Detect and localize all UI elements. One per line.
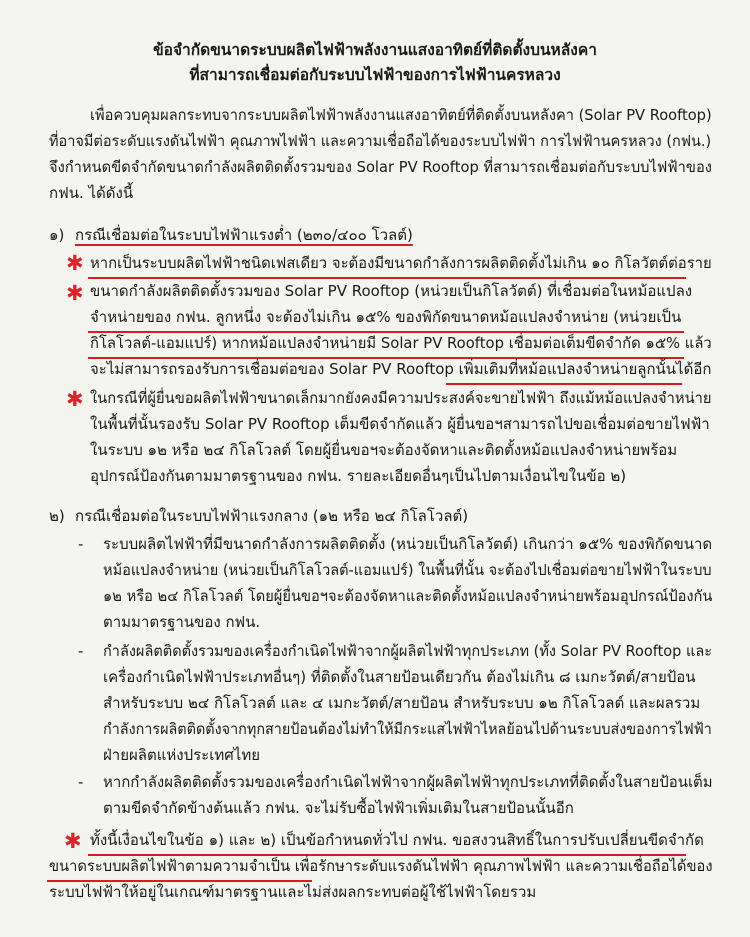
section-2-item-2-line: ฝ่ายผลิตแห่งประเทศไทย	[103, 746, 260, 764]
section-2-item-3-line: หากกำลังผลิตติดตั้งรวมของเครื่องกำเนิดไฟฟ้าจากผู้ผลิตไฟฟ้าทุกประเภทที่ติดตั้งในสายป้อนเต็ม	[103, 773, 713, 791]
red-asterisk-icon: ✱	[66, 281, 84, 305]
section-2-item-1-line: ตามมาตรฐานของ กฟน.	[103, 613, 261, 631]
intro-line: ที่อาจมีต่อระดับแรงดันไฟฟ้า คุณภาพไฟฟ้า และความเชื่อถือได้ของระบบไฟฟ้า การไฟฟ้านครหลวง (กฟน.)	[49, 132, 712, 150]
red-underline	[446, 383, 682, 385]
note-line: ระบบไฟฟ้าให้อยู่ในเกณฑ์มาตรฐานและไม่ส่งผลกระทบต่อผู้ใช้ไฟฟ้าโดยรวม	[49, 883, 537, 901]
section-2-item-3-line: ตามขีดจำกัดข้างต้นแล้ว กฟน. จะไม่รับซื้อไฟฟ้าเพิ่มเติมในสายป้อนนั้นอีก	[103, 799, 574, 817]
document-title-line-2: ที่สามารถเชื่อมต่อกับระบบไฟฟ้าของการไฟฟ้านครหลวง	[189, 66, 561, 84]
dash-bullet: -	[78, 773, 84, 791]
section-1-bullet-2-line: จำหน่ายของ กฟน. ลูกหนึ่ง จะต้องไม่เกิน ๑๕% ของพิกัดขนาดหม้อแปลงจำหน่าย (หน่วยเป็น	[90, 308, 682, 326]
section-2-heading: กรณีเชื่อมต่อในระบบไฟฟ้าแรงกลาง (๑๒ หรือ ๒๔ กิโลโวลต์)	[75, 507, 469, 525]
dash-bullet: -	[78, 535, 84, 553]
document-title-line-1: ข้อจำกัดขนาดระบบผลิตไฟฟ้าพลังงานแสงอาทิตย์ที่ติดตั้งบนหลังคา	[153, 41, 597, 59]
note-line: ขนาดระบบผลิตไฟฟ้าตามความจำเป็น เพื่อรักษาระดับแรงดันไฟฟ้า คุณภาพไฟฟ้า และความเชื่อถือได้ของ	[49, 857, 713, 875]
section-1-bullet-2-line: ขนาดกำลังผลิตติดตั้งรวมของ Solar PV Rooftop (หน่วยเป็นกิโลวัตต์) ที่เชื่อมต่อในหม้อแปลง	[90, 282, 693, 300]
red-underline	[88, 277, 686, 279]
note-line: ทั้งนี้เงื่อนไขในข้อ ๑) และ ๒) เป็นข้อกำหนดทั่วไป กฟน. ขอสงวนสิทธิ์ในการปรับเปลี่ยนขีดจำกัด	[90, 831, 704, 849]
section-2-item-2-line: กำลังการผลิตติดตั้งจากทุกสายป้อนต้องไม่ทำให้มีกระแสไฟฟ้าไหลย้อนไปด้านระบบส่งของการไฟฟ้า	[103, 720, 712, 738]
section-1-bullet-1: หากเป็นระบบผลิตไฟฟ้าชนิดเฟสเดียว จะต้องมีขนาดกำลังการผลิตติดตั้งไม่เกิน ๑๐ กิโลวัตต์ต่อราย	[90, 254, 712, 272]
section-1-bullet-3-line: อุปกรณ์ป้องกันตามมาตรฐานของ กฟน. รายละเอียดอื่นๆเป็นไปตามเงื่อนไขในข้อ ๒)	[90, 467, 627, 485]
section-1-bullet-3-line: ในกรณีที่ผู้ยื่นขอผลิตไฟฟ้าขนาดเล็กมากยังคงมีความประสงค์จะขายไฟฟ้า ถึงแม้หม้อแปลงจำหน่าย	[90, 389, 712, 407]
section-1-bullet-3-line: ในพื้นที่นั้นรองรับ Solar PV Rooftop เต็มขีดจำกัดแล้ว ผู้ยื่นขอฯสามารถไปขอเชื่อมต่อขายไฟฟ้า	[90, 415, 710, 433]
intro-line: จึงกำหนดขีดจำกัดขนาดกำลังผลิตติดตั้งรวมของ Solar PV Rooftop ที่สามารถเชื่อมต่อกับระบบไฟฟ้าของ	[49, 158, 712, 176]
dash-bullet: -	[78, 642, 84, 660]
intro-line: กฟน. ได้ดังนี้	[49, 184, 134, 202]
section-2-item-2-line: เครื่องกำเนิดไฟฟ้าประเภทอื่นๆ) ที่ติดตั้งในสายป้อนเดียวกัน ต้องไม่เกิน ๘ เมกะวัตต์/สายป้อน	[103, 668, 696, 686]
red-asterisk-icon: ✱	[64, 829, 82, 853]
section-1-bullet-2-line: กิโลโวลต์-แอมแปร์) หากหม้อแปลงจำหน่ายมี Solar PV Rooftop เชื่อมต่อเต็มขีดจำกัด ๑๕% แล้ว	[90, 334, 712, 352]
intro-line: เพื่อควบคุมผลกระทบจากระบบผลิตไฟฟ้าพลังงานแสงอาทิตย์ที่ติดตั้งบนหลังคา (Solar PV Rooftop)	[90, 106, 712, 124]
section-2-item-1-line: ระบบผลิตไฟฟ้าที่มีขนาดกำลังการผลิตติดตั้ง (หน่วยเป็นกิโลวัตต์) เกินกว่า ๑๕% ของพิกัดขนาด	[103, 535, 713, 553]
section-1-bullet-3-line: ในระบบ ๑๒ หรือ ๒๔ กิโลโวลต์ โดยผู้ยื่นขอฯจะต้องจัดหาและติดตั้งหม้อแปลงจำหน่ายพร้อม	[90, 441, 678, 459]
section-2-number: ๒)	[49, 507, 65, 525]
section-1-heading: กรณีเชื่อมต่อในระบบไฟฟ้าแรงต่ำ (๒๓๐/๔๐๐ โวลต์)	[75, 226, 413, 244]
section-1-bullet-2-line: จะไม่สามารถรองรับการเชื่อมต่อของ Solar PV Rooftop เพิ่มเติมที่หม้อแปลงจำหน่ายลูกนั้นได้อีก	[90, 360, 712, 378]
red-asterisk-icon: ✱	[66, 251, 84, 275]
section-2-item-1-line: ๑๒ หรือ ๒๔ กิโลโวลต์ โดยผู้ยื่นขอฯจะต้องจัดหาและติดตั้งหม้อแปลงจำหน่ายพร้อมอุปกรณ์ป้องกัน	[103, 587, 713, 605]
section-2-item-2-line: สำหรับระบบ ๒๔ กิโลโวลต์ และ ๔ เมกะวัตต์/สายป้อน สำหรับระบบ ๑๒ กิโลโวลต์ และผลรวม	[103, 694, 701, 712]
section-1-number: ๑)	[49, 226, 65, 244]
section-2-item-2-line: กำลังผลิตติดตั้งรวมของเครื่องกำเนิดไฟฟ้าจากผู้ผลิตไฟฟ้าทุกประเภท (ทั้ง Solar PV Rooftop และ	[103, 642, 713, 660]
red-asterisk-icon: ✱	[66, 387, 84, 411]
section-2-item-1-line: หม้อแปลงจำหน่าย (หน่วยเป็นกิโลโวลต์-แอมแปร์) ในพื้นที่นั้น จะต้องไปเชื่อมต่อขายไฟฟ้าในระบบ	[103, 561, 712, 579]
